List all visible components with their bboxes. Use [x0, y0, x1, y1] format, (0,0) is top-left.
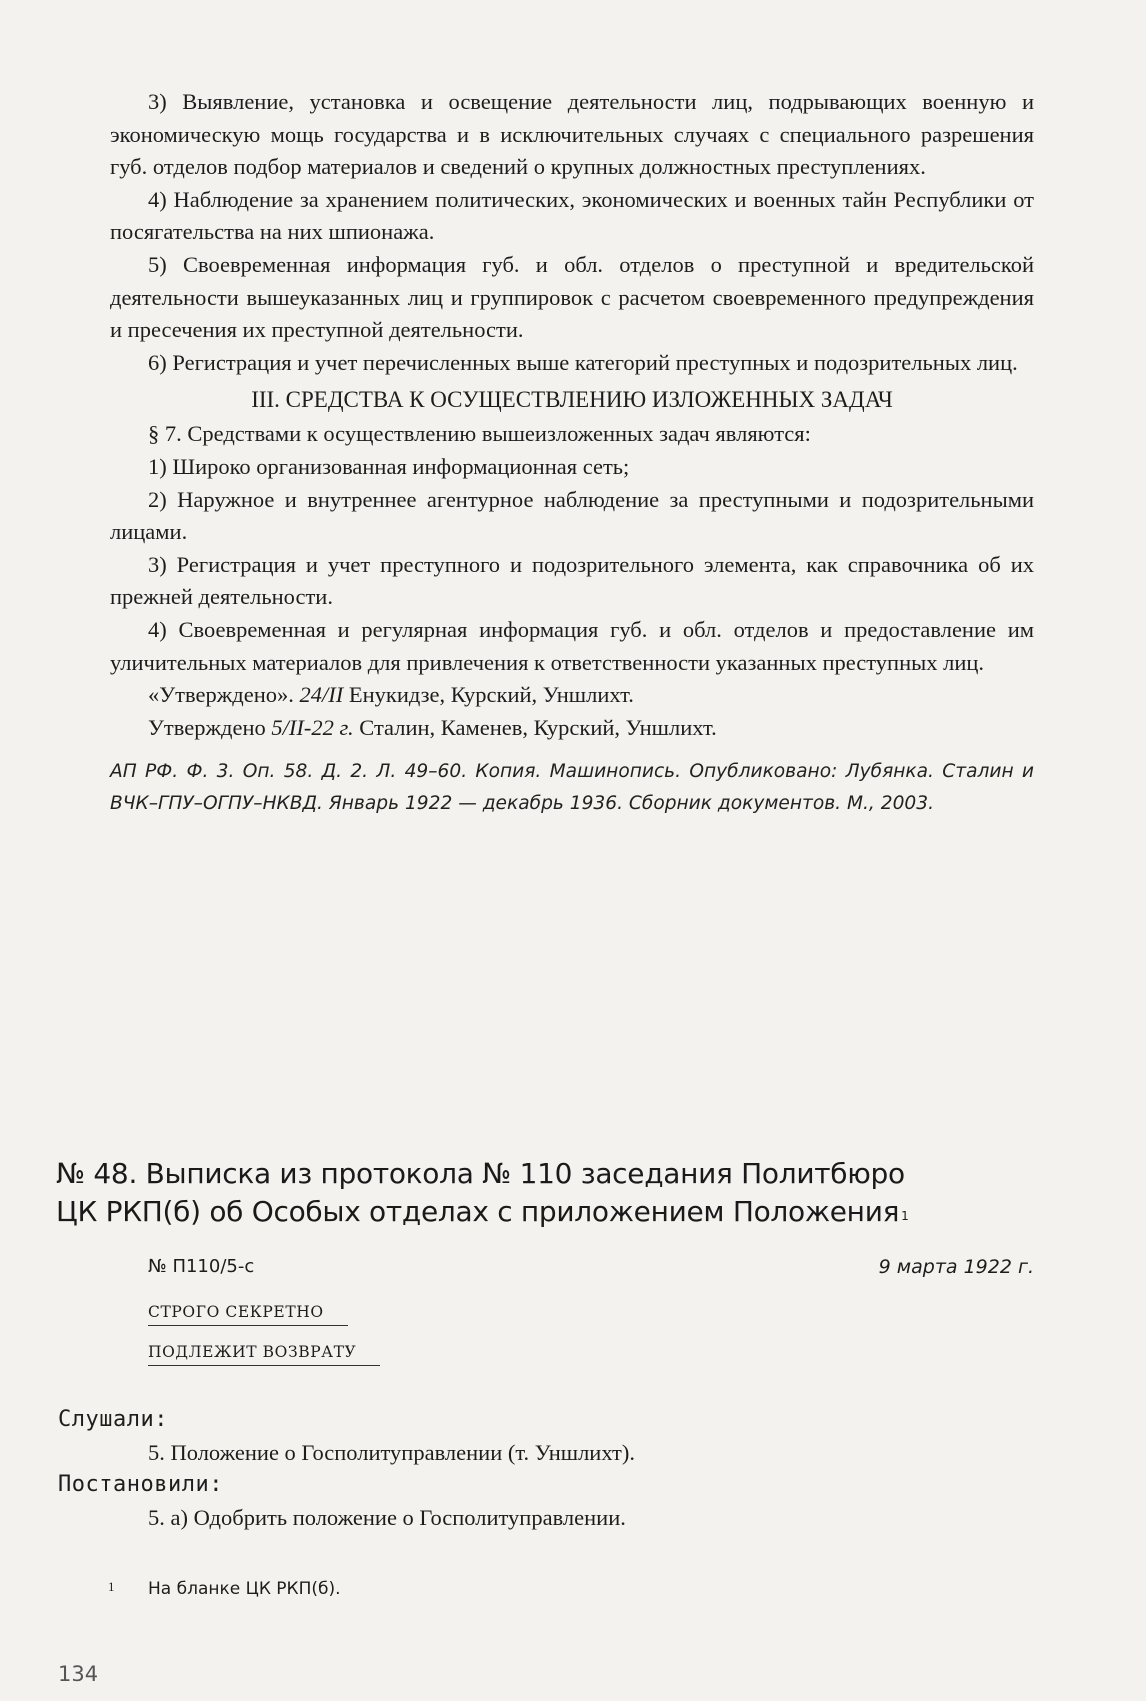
list-item: 1) Широко организованная информационная сеть; [148, 453, 630, 479]
approval-label: Утверждено [148, 714, 266, 740]
document-title-line-1: № 48. Выписка из протокола № 110 заседания Политбюро [56, 1157, 905, 1190]
approval-date: 5/II-22 г. [271, 714, 354, 740]
document-title [56, 1155, 1056, 1231]
archival-source-note: АП РФ. Ф. 3. Оп. 58. Д. 2. Л. 49–60. Копия. Машинопись. Опубликовано: Лубянка. Сталин и ВЧК–ГПУ–ОГПУ–НКВД. Январь 1922 — декабрь 1936. Сборник документов. М., 2003. [110, 761, 1034, 814]
list-item: 5) Своевременная информация губ. и обл. отделов о преступной и вредительской деятельности вышеуказанных лиц и группировок с расчетом своевременного предупреждения и пресечения их преступной деятельности. [110, 251, 1034, 343]
list-item: 2) Наружное и внутреннее агентурное наблюдение за преступными и подозрительными лицами. [110, 486, 1034, 545]
protocol-date: 9 марта 1922 г. [878, 1256, 1034, 1278]
stamp-secret: СТРОГО СЕКРЕТНО [148, 1303, 348, 1326]
footnote-text: На бланке ЦК РКП(б). [148, 1579, 341, 1599]
list-item: 6) Регистрация и учет перечисленных выше категорий преступных и подозрительных лиц. [148, 349, 1018, 375]
decided-item: 5. а) Одобрить положение о Госполитуправлении. [148, 1505, 626, 1530]
heard-label: Слушали: [58, 1407, 168, 1432]
protocol-number: № П110/5-с [148, 1256, 255, 1277]
list-item: 3) Выявление, установка и освещение деятельности лиц, подрывающих военную и экономическую мощь государства и в исключительных случаях с специального разрешения губ. отделов подбор материалов и сведений о крупных должностных преступлениях. [110, 89, 1034, 180]
list-item: 4) Своевременная и регулярная информация губ. и обл. отделов и предоставление им уличительных материалов для привлечения к ответственности указанных преступных лиц. [110, 616, 1034, 675]
paragraph-7: § 7. Средствами к осуществлению вышеизложенных задач являются: [148, 421, 811, 447]
approval-names: Сталин, Каменев, Курский, Уншлихт. [359, 714, 717, 740]
heard-item: 5. Положение о Госполитуправлении (т. Уншлихт). [148, 1440, 635, 1465]
approval-date: 24/II [299, 682, 344, 708]
footnote-marker: 1 [108, 1579, 115, 1594]
footnote-reference[interactable]: 1 [901, 1209, 909, 1223]
approval-line-1 [110, 679, 1034, 712]
section-heading: III. СРЕДСТВА К ОСУЩЕСТВЛЕНИЮ ИЗЛОЖЕННЫХ ЗАДАЧ [251, 387, 893, 413]
stamp-return: ПОДЛЕЖИТ ВОЗВРАТУ [148, 1343, 380, 1366]
list-item: 3) Регистрация и учет преступного и подозрительного элемента, как справочника об их прежней деятельности. [110, 551, 1034, 610]
approval-line-2 [110, 712, 1034, 745]
list-item: 4) Наблюдение за хранением политических, экономических и военных тайн Республики от посягательства на них шпионажа. [110, 186, 1034, 245]
document-title-line-2: ЦК РКП(б) об Особых отделах с приложением Положения [56, 1195, 900, 1228]
approval-names: Енукидзе, Курский, Уншлихт. [348, 682, 634, 708]
approval-label: «Утверждено». [148, 682, 294, 708]
page-number: 134 [58, 1662, 99, 1686]
main-text-column [110, 86, 1034, 819]
decided-label: Постановили: [58, 1472, 223, 1497]
